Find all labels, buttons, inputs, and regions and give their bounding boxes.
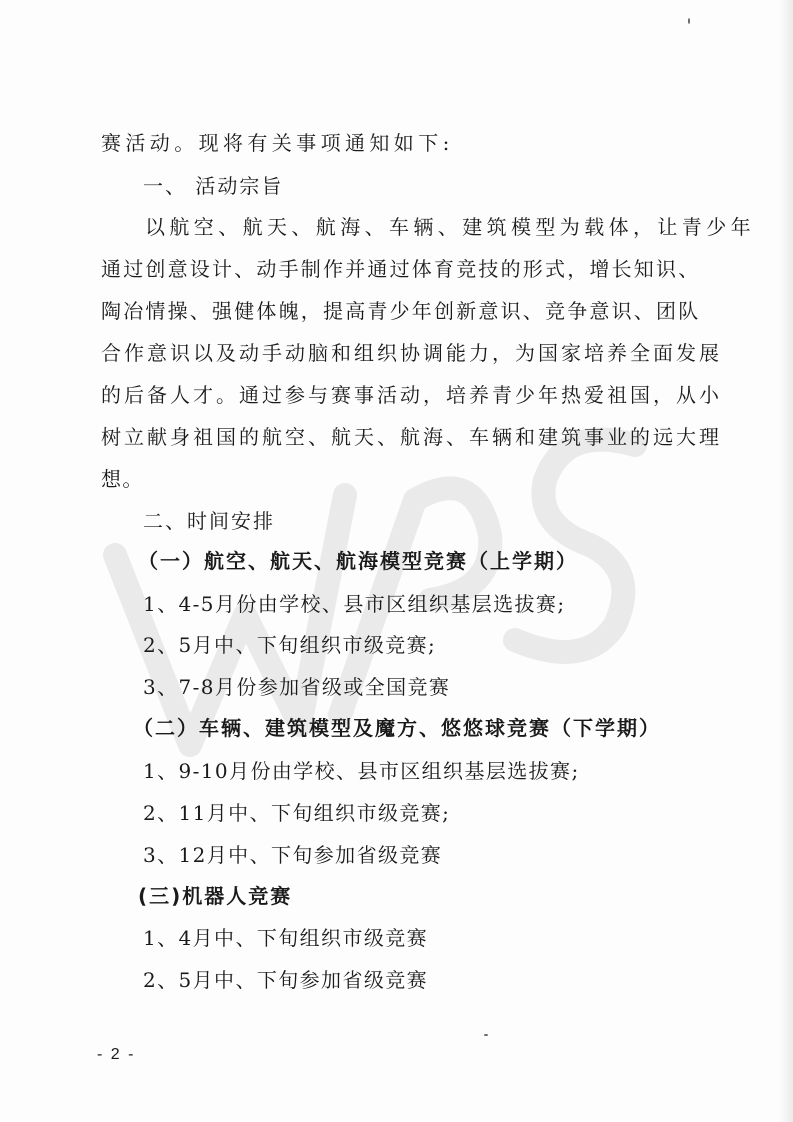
text-line-purpose-1: 以航空、航天、航海、车辆、建筑模型为载体，让青少年: [145, 215, 755, 239]
scan-speck: [484, 1034, 488, 1036]
subheading-vehicle-models: （二）车辆、建筑模型及魔方、悠悠球竞赛（下学期）: [133, 716, 661, 740]
subheading-robot: (三)机器人竞赛: [138, 884, 293, 908]
schedule-item-aero-2: 2、5月中、下旬组织市级竞赛;: [143, 633, 437, 657]
text-line-purpose-5: 的后备人才。通过参与赛事活动，培养青少年热爱祖国，从小: [101, 383, 722, 407]
schedule-item-vehicle-3: 3、12月中、下旬参加省级竞赛: [143, 843, 443, 867]
text-line-intro: 赛活动。现将有关事项通知如下:: [101, 131, 454, 155]
text-line-purpose-4: 合作意识以及动手动脑和组织协调能力，为国家培养全面发展: [101, 341, 722, 365]
page-number: - 2 -: [97, 1046, 136, 1063]
scan-edge-shadow: [779, 0, 793, 1122]
schedule-item-vehicle-1: 1、9-10月份由学校、县市区组织基层选拔赛;: [143, 759, 580, 783]
text-line-purpose-6: 树立献身祖国的航空、航天、航海、车辆和建筑事业的远大理: [101, 425, 722, 449]
schedule-item-robot-2: 2、5月中、下旬参加省级竞赛: [143, 968, 429, 992]
schedule-item-aero-1: 1、4-5月份由学校、县市区组织基层选拔赛;: [143, 592, 566, 616]
text-line-purpose-2: 通过创意设计、动手制作并通过体育竞技的形式，增长知识、: [101, 257, 701, 281]
schedule-item-robot-1: 1、4月中、下旬组织市级竞赛: [143, 926, 429, 950]
text-line-purpose-7: 想。: [101, 467, 144, 491]
schedule-item-vehicle-2: 2、11月中、下旬组织市级竞赛;: [143, 801, 451, 825]
heading-schedule: 二、时间安排: [143, 509, 275, 533]
scan-speck: [688, 18, 690, 24]
schedule-item-aero-3: 3、7-8月份参加省级或全国竞赛: [143, 675, 451, 699]
subheading-aero-models: （一）航空、航天、航海模型竞赛（上学期）: [138, 549, 578, 573]
text-line-purpose-3: 陶冶情操、强健体魄，提高青少年创新意识、竞争意识、团队: [101, 299, 701, 323]
heading-purpose: 一、 活动宗旨: [143, 174, 284, 198]
